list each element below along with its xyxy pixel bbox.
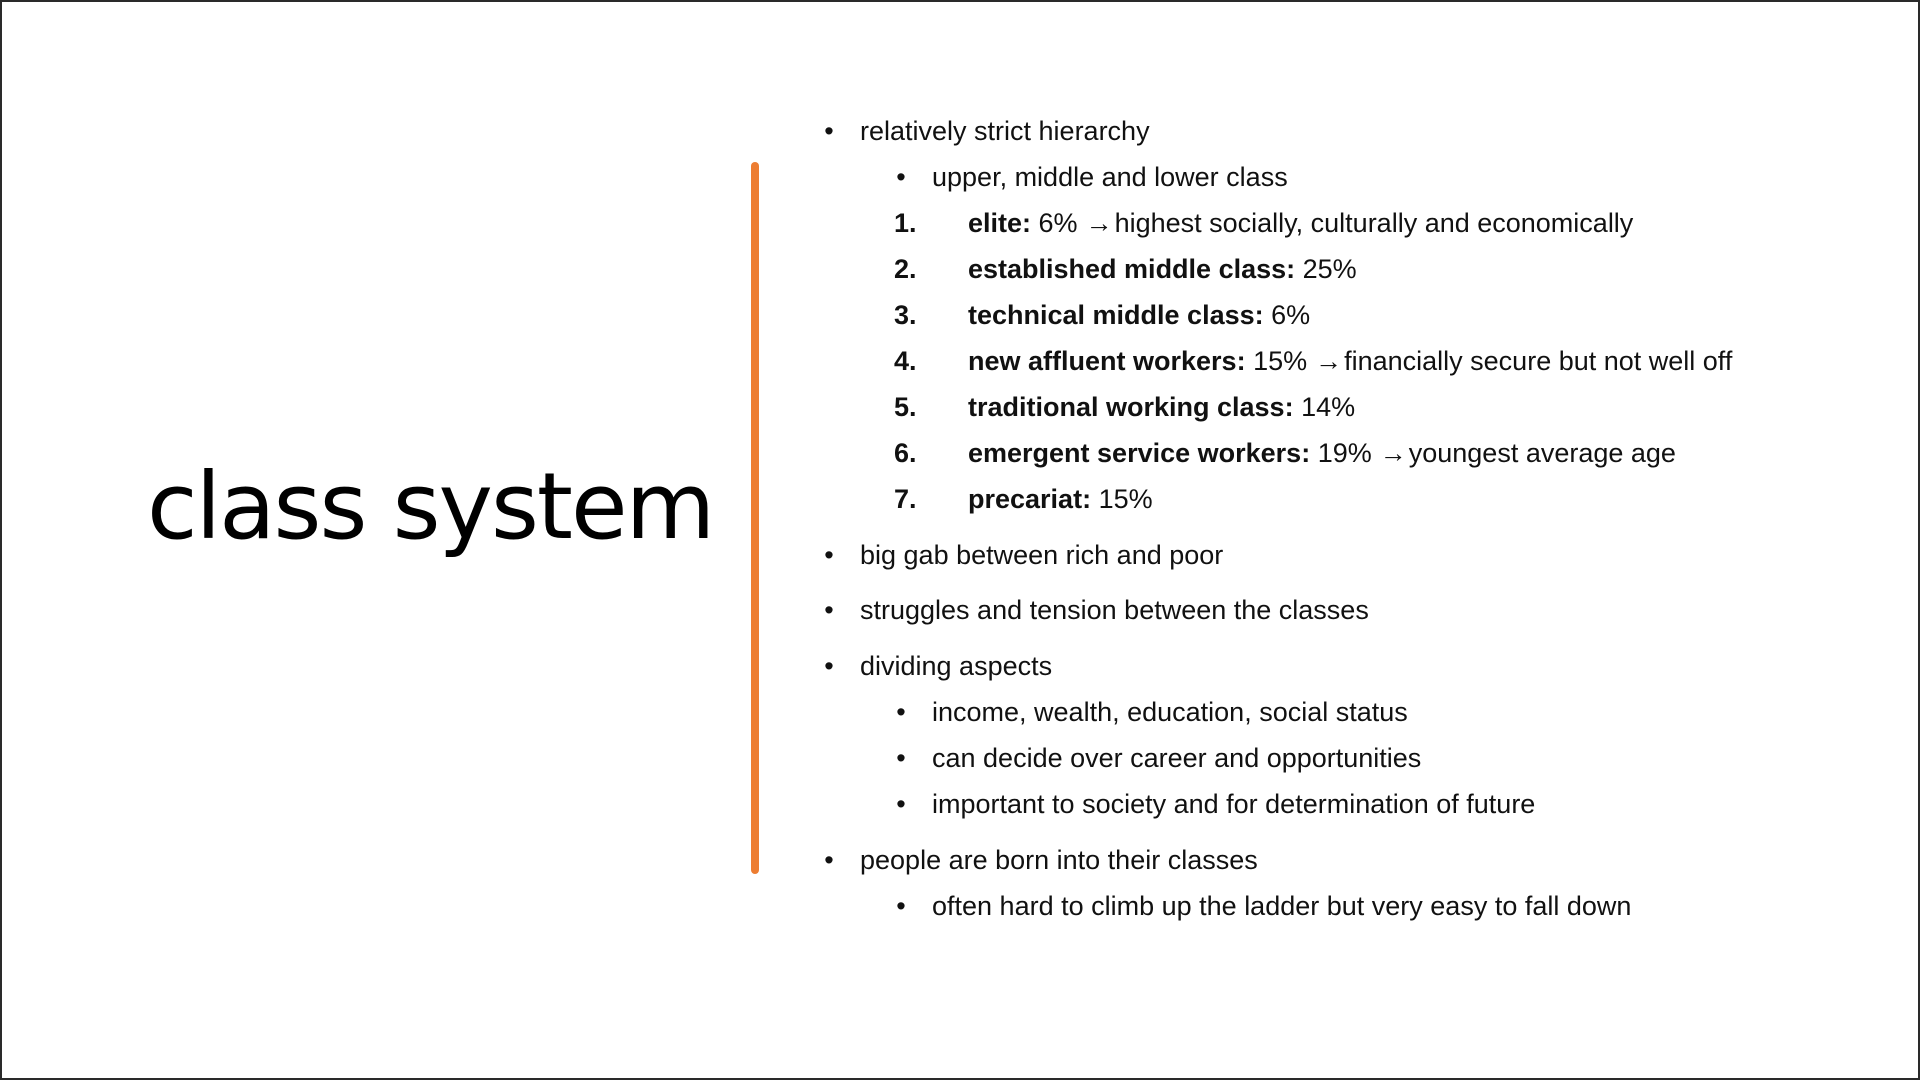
numbered-item-established-middle-class [968,252,1357,286]
bullet-icon: • [824,595,834,625]
bullet-icon: • [824,845,834,875]
sub-bullet-icon: • [896,891,906,921]
sub-bullet-item-classes: upper, middle and lower class [932,162,1288,192]
class-share: 15% [1245,346,1308,376]
arrow-right-icon: → [1315,346,1343,376]
numbered-item-marker: 7. [894,484,917,514]
numbered-item-marker: 3. [894,300,917,330]
sub-bullet-icon: • [896,743,906,773]
class-share: 25% [1295,254,1357,284]
numbered-item-marker: 6. [894,438,917,468]
class-note: financially secure but not well off [1344,346,1733,376]
class-label: precariat: [968,484,1092,514]
sub-bullet-item-future: important to society and for determination of future [932,789,1536,819]
bullet-icon: • [824,540,834,570]
arrow-right-icon: → [1085,208,1113,238]
numbered-item-traditional-working-class [968,390,1355,424]
sub-bullet-item-career: can decide over career and opportunities [932,743,1422,773]
numbered-item-technical-middle-class [968,298,1310,332]
bullet-icon: • [824,651,834,681]
class-share: 6% [1263,300,1311,330]
class-share: 14% [1293,392,1356,422]
sub-bullet-item-ladder: often hard to climb up the ladder but very easy to fall down [932,891,1632,921]
slide-title: class system [147,453,714,560]
class-label: emergent service workers: [968,438,1311,468]
bullet-icon: • [824,116,834,146]
bullet-item-dividing-aspects: dividing aspects [860,651,1053,681]
sub-bullet-icon: • [896,789,906,819]
sub-bullet-item-income: income, wealth, education, social status [932,697,1408,727]
bullet-item-born: people are born into their classes [860,845,1258,875]
arrow-right-icon: → [1379,438,1407,468]
numbered-item-emergent-service-workers [968,436,1676,470]
sub-bullet-icon: • [896,162,906,192]
numbered-item-elite [968,206,1633,240]
class-note: youngest average age [1408,438,1676,468]
numbered-item-marker: 5. [894,392,917,422]
class-label: elite: [968,208,1032,238]
class-share: 6% [1031,208,1078,238]
sub-bullet-icon: • [896,697,906,727]
class-label: traditional working class: [968,392,1294,422]
bullet-item-gap: big gab between rich and poor [860,540,1224,570]
numbered-item-new-affluent-workers [968,344,1732,378]
class-label: technical middle class: [968,300,1264,330]
class-share: 15% [1091,484,1153,514]
bullet-item-hierarchy: relatively strict hierarchy [860,116,1150,146]
numbered-item-precariat [968,482,1153,516]
numbered-item-marker: 2. [894,254,917,284]
numbered-item-marker: 1. [894,208,917,238]
bullet-item-tension: struggles and tension between the classes [860,595,1369,625]
numbered-item-marker: 4. [894,346,917,376]
class-share: 19% [1310,438,1372,468]
class-label: established middle class: [968,254,1296,284]
class-note: highest socially, culturally and economically [1114,208,1634,238]
bullet-content [2,2,1920,1080]
class-label: new affluent workers: [968,346,1246,376]
